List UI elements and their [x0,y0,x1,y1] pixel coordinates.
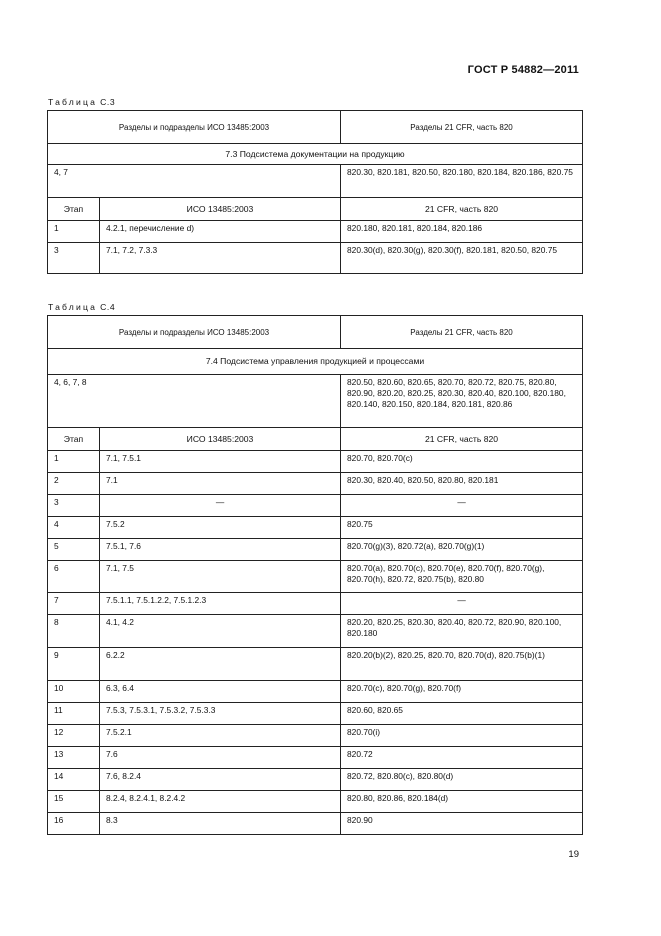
iso-cell: 8.3 [100,813,341,835]
table-row [48,725,583,747]
table-row [48,615,583,648]
stage-cell: 15 [48,791,100,813]
iso-cell: 7.5.2.1 [100,725,341,747]
iso-cell: 7.1, 7.5 [100,561,341,593]
stage-cell: 7 [48,593,100,615]
stage-cell: 16 [48,813,100,835]
table-c3-caption-word: Таблица [48,97,98,107]
table-row [48,648,583,681]
stage-cell: 8 [48,615,100,648]
table-c3-subheader-row [48,198,583,221]
table-c4-subheader-row [48,428,583,451]
table-c3-header-iso: Разделы и подразделы ИСО 13485:2003 [48,111,341,144]
table-c4-caption-num: С.4 [100,302,116,312]
table-row [48,495,583,517]
table-c3-caption-num: С.3 [100,97,116,107]
iso-cell: 6.2.2 [100,648,341,681]
table-row [48,747,583,769]
cfr-cell: 820.30(d), 820.30(g), 820.30(f), 820.181, 820.50, 820.75 [341,243,583,274]
cfr-cell: 820.90 [341,813,583,835]
iso-cell: 7.1, 7.5.1 [100,451,341,473]
stage-cell: 5 [48,539,100,561]
table-c3-subheader-stage: Этап [48,198,100,221]
table-c3 [47,110,583,274]
cfr-cell: 820.72 [341,747,583,769]
cfr-cell: 820.72, 820.80(c), 820.80(d) [341,769,583,791]
table-c4-section-row [48,349,583,375]
table-c4-subheader-iso: ИСО 13485:2003 [100,428,341,451]
table-c3-section-row [48,144,583,165]
iso-cell: 7.5.2 [100,517,341,539]
stage-cell: 13 [48,747,100,769]
cfr-cell: 820.80, 820.86, 820.184(d) [341,791,583,813]
iso-cell: 7.5.1, 7.6 [100,539,341,561]
iso-cell: 7.6 [100,747,341,769]
table-c3-general-row [48,165,583,198]
table-c3-general-cfr: 820.30, 820.181, 820.50, 820.180, 820.184, 820.186, 820.75 [341,165,583,198]
table-row [48,539,583,561]
stage-cell: 14 [48,769,100,791]
stage-cell: 4 [48,517,100,539]
table-c3-header-cfr: Разделы 21 CFR, часть 820 [341,111,583,144]
table-c4-general-iso: 4, 6, 7, 8 [48,375,341,428]
table-row [48,593,583,615]
table-c3-header-row [48,111,583,144]
cfr-cell: 820.20, 820.25, 820.30, 820.40, 820.72, 820.90, 820.100, 820.180 [341,615,583,648]
cfr-cell: 820.70, 820.70(c) [341,451,583,473]
table-row [48,473,583,495]
table-row [48,561,583,593]
iso-cell: 4.2.1, перечисление d) [100,221,341,243]
table-c4-general-row [48,375,583,428]
table-c3-section-title: 7.3 Подсистема документации на продукцию [48,144,583,165]
stage-cell: 1 [48,221,100,243]
table-row [48,681,583,703]
cfr-cell: — [341,593,583,615]
table-c4-caption [48,302,115,312]
iso-cell: 7.6, 8.2.4 [100,769,341,791]
table-c4-general-cfr: 820.50, 820.60, 820.65, 820.70, 820.72, 820.75, 820.80, 820.90, 820.20, 820.25, 820.30, 820.40, 820.100, 820.180, 820.140, 820.150, 820.184, 820.181, 820.86 [341,375,583,428]
iso-cell: 7.5.3, 7.5.3.1, 7.5.3.2, 7.5.3.3 [100,703,341,725]
table-row [48,791,583,813]
table-row [48,221,583,243]
table-c3-subheader-iso: ИСО 13485:2003 [100,198,341,221]
cfr-cell: 820.75 [341,517,583,539]
stage-cell: 3 [48,495,100,517]
page-number: 19 [568,849,579,860]
table-row [48,769,583,791]
iso-cell: 7.1, 7.2, 7.3.3 [100,243,341,274]
cfr-cell: 820.60, 820.65 [341,703,583,725]
cfr-cell: 820.70(g)(3), 820.72(a), 820.70(g)(1) [341,539,583,561]
iso-cell: 6.3, 6.4 [100,681,341,703]
table-c4-header-cfr: Разделы 21 CFR, часть 820 [341,316,583,349]
iso-cell: 8.2.4, 8.2.4.1, 8.2.4.2 [100,791,341,813]
table-row [48,703,583,725]
stage-cell: 1 [48,451,100,473]
table-c3-subheader-cfr: 21 CFR, часть 820 [341,198,583,221]
cfr-cell: — [341,495,583,517]
stage-cell: 12 [48,725,100,747]
cfr-cell: 820.20(b)(2), 820.25, 820.70, 820.70(d), 820.75(b)(1) [341,648,583,681]
table-c3-general-iso: 4, 7 [48,165,341,198]
stage-cell: 3 [48,243,100,274]
iso-cell: 7.1 [100,473,341,495]
table-c3-caption [48,97,115,107]
table-c4-subheader-cfr: 21 CFR, часть 820 [341,428,583,451]
table-c4-header-iso: Разделы и подразделы ИСО 13485:2003 [48,316,341,349]
stage-cell: 11 [48,703,100,725]
table-c4-section-title: 7.4 Подсистема управления продукцией и процессами [48,349,583,375]
document-id: ГОСТ Р 54882—2011 [467,64,579,76]
table-c4-header-row [48,316,583,349]
cfr-cell: 820.70(i) [341,725,583,747]
iso-cell: 4.1, 4.2 [100,615,341,648]
stage-cell: 10 [48,681,100,703]
table-c4-caption-word: Таблица [48,302,98,312]
cfr-cell: 820.30, 820.40, 820.50, 820.80, 820.181 [341,473,583,495]
table-row [48,451,583,473]
table-row [48,813,583,835]
table-row [48,243,583,274]
cfr-cell: 820.70(c), 820.70(g), 820.70(f) [341,681,583,703]
stage-cell: 2 [48,473,100,495]
table-c4-subheader-stage: Этап [48,428,100,451]
table-row [48,517,583,539]
stage-cell: 9 [48,648,100,681]
stage-cell: 6 [48,561,100,593]
iso-cell: 7.5.1.1, 7.5.1.2.2, 7.5.1.2.3 [100,593,341,615]
table-c4 [47,315,583,835]
iso-cell: — [100,495,341,517]
cfr-cell: 820.70(a), 820.70(c), 820.70(e), 820.70(f), 820.70(g), 820.70(h), 820.72, 820.75(b), 820.80 [341,561,583,593]
cfr-cell: 820.180, 820.181, 820.184, 820.186 [341,221,583,243]
